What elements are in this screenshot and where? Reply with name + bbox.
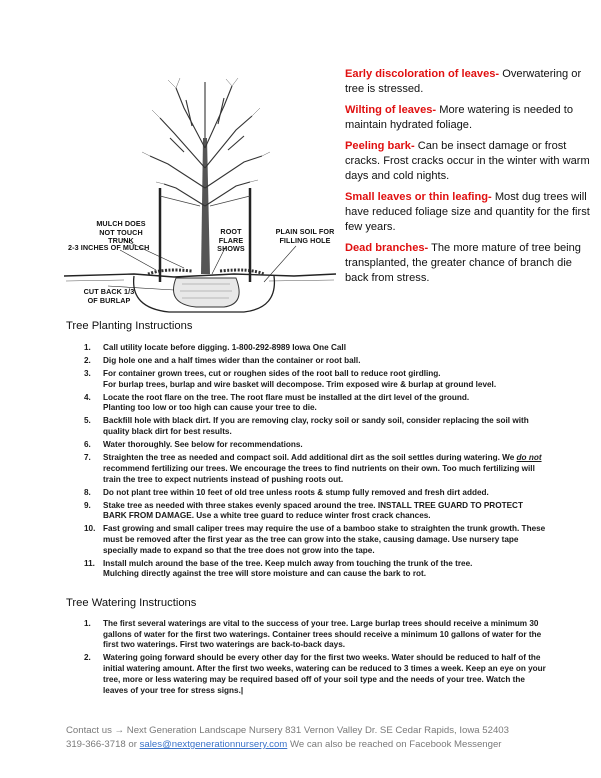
label-mulch-trunk: MULCH DOES NOT TOUCH TRUNK: [96, 219, 146, 245]
list-item: 6. Water thoroughly. See below for recommendations.: [84, 440, 303, 450]
list-item: 2. Watering going forward should be every other day for the first two weeks. Water should be reduced to half of the initial watering amount. After the first two weeks, watering can be reduced to 3 times a week. Keep an eye on your tree, more or less watering may be required based off of your soil type and the needs of your tree. Watch the leaves of your tree for stress signs.|: [84, 653, 546, 695]
symptom-item: Peeling bark- Can be insect damage or frost cracks. Frost cracks occur in the winter with warm days and cold nights.: [345, 139, 590, 183]
watering-title: Tree Watering Instructions: [66, 597, 197, 609]
list-item: 2. Dig hole one and a half times wider than the container or root ball.: [84, 356, 361, 365]
list-item: 8. Do not plant tree within 10 feet of old tree unless roots & stump fully removed and fresh dirt added.: [84, 487, 489, 497]
label-root-flare: ROOT FLARE SHOWS: [217, 227, 245, 253]
watering-steps: [66, 619, 546, 699]
label-burlap: CUT BACK 1/3 OF BURLAP: [83, 287, 135, 305]
list-item: 10. Fast growing and small caliper trees may require the use of a bamboo stake to straighten the trunk growth. These must be removed after the first year as the tree can grow into the stake, causing damage. Use nursery tape specially made to expand so that the tree does not grow into the tape.: [84, 524, 546, 555]
planting-title: Tree Planting Instructions: [66, 320, 193, 332]
list-item: 3. For container grown trees, cut or roughen sides of the root ball to reduce root girdling. For burlap trees, burlap and wire basket will decompose. Trim exposed wire & burlap at ground level.: [84, 369, 497, 389]
tree-planting-illustration: [64, 78, 336, 318]
label-mulch-depth: 2-3 INCHES OF MULCH: [68, 243, 150, 252]
list-item: 7. Straighten the tree as needed and compact soil. Add additional dirt as the soil settles during watering. We do not recommend fertilizing our trees. We encourage the trees to find nutrients on their own. Too much fertilizing will train the tree to expect nutrients instead of pushing roots out.: [84, 453, 542, 484]
list-item: 1. Call utility locate before digging. 1-800-292-8989 Iowa One Call: [84, 343, 346, 352]
list-item: 9. Stake tree as needed with three stakes evenly spaced around the tree. INSTALL TREE GUARD TO PROTECT BARK FROM DAMAGE. Use a white tree guard to reduce winter frost crack chances.: [84, 500, 523, 521]
contact-line: Contact us → Next Generation Landscape Nursery 831 Vernon Valley Dr. SE Cedar Rapids, Iowa 52403: [66, 725, 509, 736]
tree-symptoms-list: [345, 67, 590, 292]
emphasis-do-not: do not: [516, 453, 542, 463]
phone-number: 319-366-3718 or: [66, 739, 140, 750]
label-plain-soil: PLAIN SOIL FOR FILLING HOLE: [275, 227, 335, 245]
symptom-item: Small leaves or thin leafing- Most dug trees will have reduced foliage size and quantity for the first few years.: [345, 190, 590, 234]
list-item: 1. The first several waterings are vital to the success of your tree. Large burlap trees should receive a minimum 30 gallons of water for the first two waterings. Container trees should receive a minimum 10 gallons of water for the first two waterings. First two waterings are back-to-back days.: [84, 619, 542, 650]
list-item: 5. Backfill hole with black dirt. If you are removing clay, rocky soil or sandy soil, consider replacing the soil with quality black dirt for best results.: [84, 416, 529, 437]
list-item: 4. Locate the root flare on the tree. The root flare must be installed at the dirt level of the ground. Planting too low or too high can cause your tree to die.: [84, 392, 470, 413]
email-link[interactable]: sales@nextgenerationnursery.com: [139, 739, 288, 750]
list-item: 11. Install mulch around the base of the tree. Keep mulch away from touching the trunk of the tree. Mulching directly against the tree will store moisture and can cause the bark to rot.: [84, 558, 473, 579]
symptom-item: Wilting of leaves- More watering is needed to maintain hydrated foliage.: [345, 103, 574, 132]
symptom-item: Dead branches- The more mature of tree being transplanted, the greater chance of branch die back from stress.: [345, 242, 581, 285]
contact-line-2: [66, 738, 536, 752]
planting-steps: [66, 343, 546, 582]
contact-footer: [66, 724, 536, 752]
symptom-item: Early discoloration of leaves- Overwatering or tree is stressed.: [345, 68, 582, 96]
tree-diagram-icon: [64, 78, 336, 318]
messenger-note: We can also be reached on Facebook Messenger: [287, 739, 502, 750]
